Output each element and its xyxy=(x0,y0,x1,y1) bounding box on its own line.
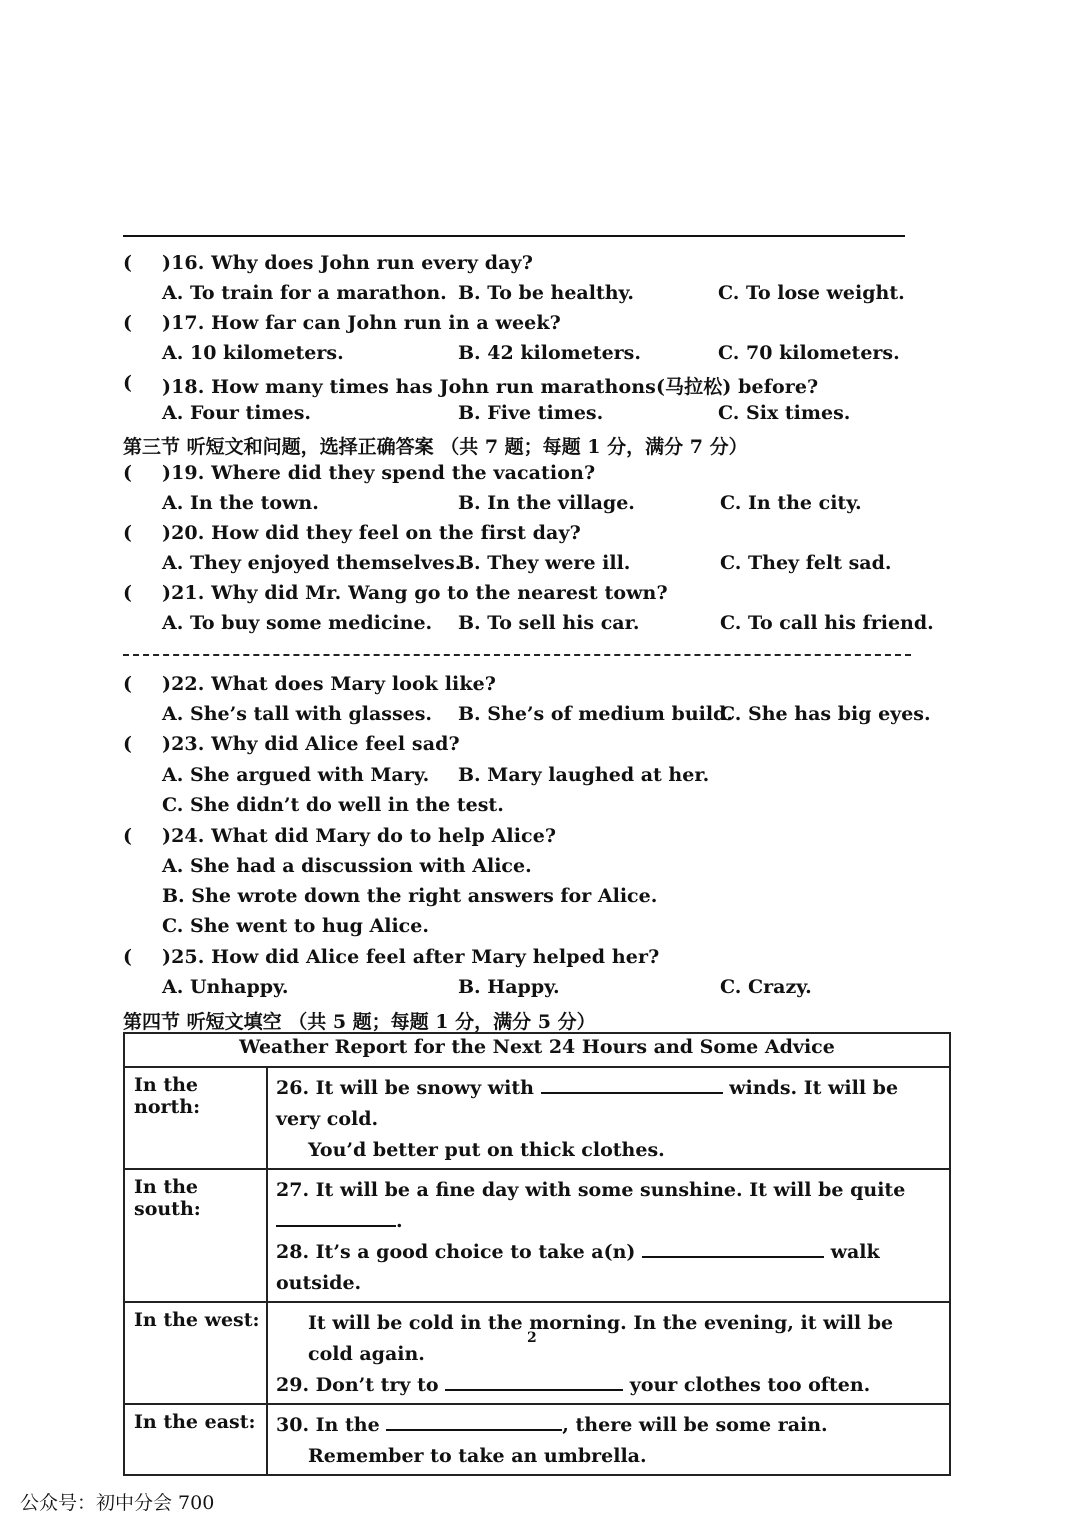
q28-blank[interactable] xyxy=(642,1238,824,1258)
section3-title: 第三节 听短文和问题，选择正确答案 （共 7 题；每题 1 分，满分 7 分） xyxy=(123,436,748,458)
q29-text-end: your clothes too often. xyxy=(629,1374,871,1396)
q16-option-b: B. To be healthy. xyxy=(458,282,635,304)
question-19: )19. Where did they spend the vacation? xyxy=(162,462,596,484)
footer-source: 公众号：初中分会 700 xyxy=(20,1492,215,1514)
answer-paren: ( xyxy=(123,462,133,484)
q18-option-c: C. Six times. xyxy=(718,402,851,424)
q18-option-b: B. Five times. xyxy=(458,402,604,424)
answer-paren: ( xyxy=(123,522,133,544)
q16-option-a: A. To train for a marathon. xyxy=(162,282,447,304)
q26-text-end: winds. It will be very cold. xyxy=(276,1077,899,1130)
q30-text-end: , there will be some rain. xyxy=(562,1414,828,1436)
row-label-north: In the north: xyxy=(124,1067,267,1169)
west-forecast: It will be cold in the morning. In the evening, it will be cold again. xyxy=(308,1312,894,1365)
row-label-west: In the west: xyxy=(124,1302,267,1404)
row-label-east: In the east: xyxy=(124,1404,267,1475)
q25-option-a: A. Unhappy. xyxy=(162,976,289,998)
q24-option-c: C. She went to hug Alice. xyxy=(162,915,429,937)
q27-text-end: . xyxy=(396,1210,403,1232)
q19-option-b: B. In the village. xyxy=(458,492,635,514)
q24-option-b: B. She wrote down the right answers for Alice. xyxy=(162,885,658,907)
answer-paren: ( xyxy=(123,673,133,695)
q28-text-end: walk outside. xyxy=(276,1241,880,1294)
answer-paren: ( xyxy=(123,372,133,394)
q17-option-a: A. 10 kilometers. xyxy=(162,342,344,364)
page-number: 2 xyxy=(527,1330,537,1346)
answer-paren: ( xyxy=(123,312,133,334)
q19-option-c: C. In the city. xyxy=(720,492,862,514)
q21-option-c: C. To call his friend. xyxy=(720,612,934,634)
question-17: )17. How far can John run in a week? xyxy=(162,312,561,334)
question-25: )25. How did Alice feel after Mary helped her? xyxy=(162,946,660,968)
q30-blank[interactable] xyxy=(386,1411,562,1431)
table-row xyxy=(124,1302,950,1404)
top-rule xyxy=(123,235,905,237)
answer-paren: ( xyxy=(123,252,133,274)
q21-option-b: B. To sell his car. xyxy=(458,612,640,634)
q27-blank[interactable] xyxy=(276,1207,396,1227)
q26-text-start: 26. It will be snowy with xyxy=(276,1077,534,1099)
row-content-north xyxy=(267,1067,950,1169)
row-content-south xyxy=(267,1169,950,1302)
q24-option-a: A. She had a discussion with Alice. xyxy=(162,855,532,877)
row-content-west xyxy=(267,1302,950,1404)
q19-option-a: A. In the town. xyxy=(162,492,319,514)
q23-option-b: B. Mary laughed at her. xyxy=(458,764,710,786)
q22-option-c: C. She has big eyes. xyxy=(720,703,931,725)
q23-option-c: C. She didn’t do well in the test. xyxy=(162,794,504,816)
q22-option-a: A. She’s tall with glasses. xyxy=(162,703,433,725)
question-21: )21. Why did Mr. Wang go to the nearest town? xyxy=(162,582,668,604)
q23-option-a: A. She argued with Mary. xyxy=(162,764,430,786)
answer-paren: ( xyxy=(123,582,133,604)
q25-option-c: C. Crazy. xyxy=(720,976,812,998)
q22-option-b: B. She’s of medium build. xyxy=(458,703,733,725)
table-row xyxy=(124,1169,950,1302)
section4-title: 第四节 听短文填空 （共 5 题；每题 1 分，满分 5 分） xyxy=(123,1011,596,1033)
q20-option-c: C. They felt sad. xyxy=(720,552,892,574)
q21-option-a: A. To buy some medicine. xyxy=(162,612,433,634)
row-label-south: In the south: xyxy=(124,1169,267,1302)
q17-option-b: B. 42 kilometers. xyxy=(458,342,641,364)
answer-paren: ( xyxy=(123,825,133,847)
q17-option-c: C. 70 kilometers. xyxy=(718,342,900,364)
q26-blank[interactable] xyxy=(541,1074,723,1094)
q27-text-start: 27. It will be a fine day with some sunshine. It will be quite xyxy=(276,1179,906,1201)
question-24: )24. What did Mary do to help Alice? xyxy=(162,825,557,847)
question-23: )23. Why did Alice feel sad? xyxy=(162,733,460,755)
row-content-east xyxy=(267,1404,950,1475)
east-advice: Remember to take an umbrella. xyxy=(308,1445,647,1467)
question-20: )20. How did they feel on the first day? xyxy=(162,522,581,544)
north-advice: You’d better put on thick clothes. xyxy=(308,1139,665,1161)
q29-blank[interactable] xyxy=(445,1371,623,1391)
q16-option-c: C. To lose weight. xyxy=(718,282,905,304)
q29-text-start: 29. Don’t try to xyxy=(276,1374,439,1396)
q20-option-b: B. They were ill. xyxy=(458,552,631,574)
question-16: )16. Why does John run every day? xyxy=(162,252,533,274)
table-row xyxy=(124,1067,950,1169)
table-row xyxy=(124,1404,950,1475)
q30-text-start: 30. In the xyxy=(276,1414,380,1436)
answer-paren: ( xyxy=(123,946,133,968)
answer-paren: ( xyxy=(123,733,133,755)
table-title: Weather Report for the Next 24 Hours and Some Advice xyxy=(124,1033,950,1067)
q28-text-start: 28. It’s a good choice to take a(n) xyxy=(276,1241,636,1263)
question-22: )22. What does Mary look like? xyxy=(162,673,497,695)
weather-report-table xyxy=(123,1032,951,1476)
q20-option-a: A. They enjoyed themselves. xyxy=(162,552,462,574)
q18-option-a: A. Four times. xyxy=(162,402,312,424)
question-18: )18. How many times has John run marathons(马拉松) before? xyxy=(162,376,819,398)
dashed-separator xyxy=(123,654,911,656)
q25-option-b: B. Happy. xyxy=(458,976,560,998)
